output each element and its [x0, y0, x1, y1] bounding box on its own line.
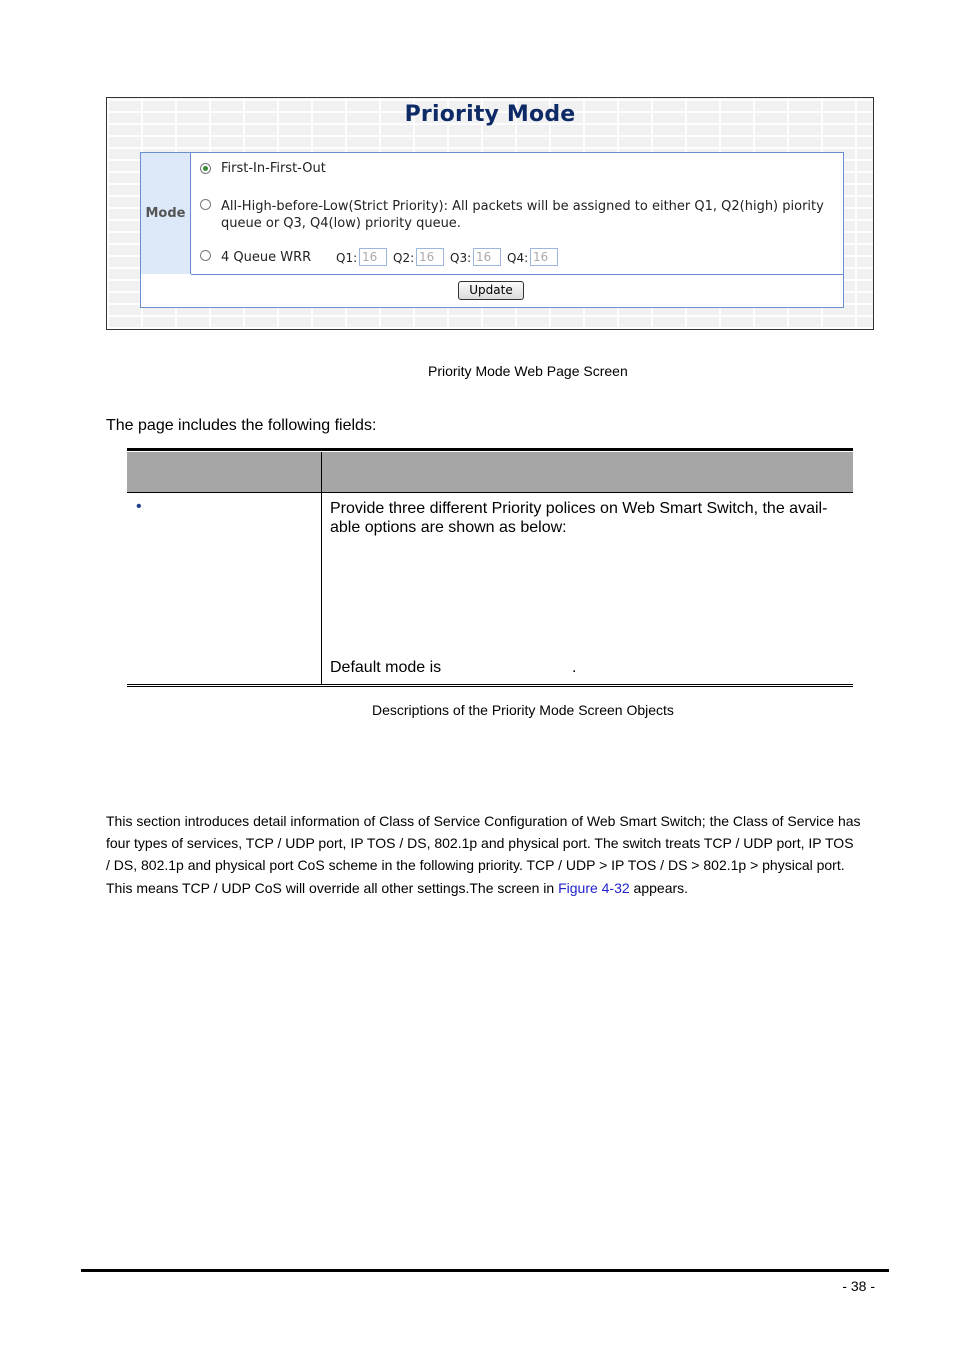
intro-text: The page includes the following fields:	[106, 417, 377, 434]
description-table	[127, 448, 853, 688]
table-header-row	[127, 452, 853, 492]
body-line-3: / DS, 802.1p and physical port CoS scheme in the following priority. TCP / UDP > IP TOS / DS > 802.1p > physical port.	[106, 857, 845, 873]
strict-priority-label-line2: queue or Q3, Q4(low) priority queue.	[221, 216, 461, 231]
description-line-2: able options are shown as below:	[330, 519, 567, 536]
default-mode-period: .	[572, 659, 577, 676]
body-line-4-end: appears.	[629, 880, 689, 896]
q3-label: Q3:	[450, 251, 472, 265]
q2-label: Q2:	[393, 251, 415, 265]
default-mode-text: Default mode is	[330, 659, 442, 676]
page-number: - 38 -	[842, 1278, 875, 1294]
update-button[interactable]: Update	[458, 281, 524, 300]
mode-label: Mode	[141, 153, 191, 274]
table-top-rule	[127, 448, 853, 451]
fifo-label: First-In-First-Out	[221, 161, 326, 176]
wrr-radio[interactable]	[200, 250, 211, 261]
priority-mode-table	[140, 152, 844, 308]
strict-priority-radio[interactable]	[200, 199, 211, 210]
description-line-1: Provide three different Priority polices on Web Smart Switch, the avail-	[330, 500, 828, 517]
q2-weight-input[interactable]: 16	[416, 248, 444, 266]
figure-caption: Priority Mode Web Page Screen	[428, 363, 628, 379]
q3-weight-input[interactable]: 16	[473, 248, 501, 266]
table-header-divider	[127, 492, 853, 493]
priority-mode-title: Priority Mode	[404, 102, 576, 127]
q1-label: Q1:	[336, 251, 358, 265]
body-line-1: This section introduces detail information of Class of Service Configuration of Web Smart Switch; the Class of Service has	[106, 813, 861, 829]
body-line-4	[106, 880, 688, 896]
table-caption: Descriptions of the Priority Mode Screen Objects	[372, 702, 674, 718]
table-bottom-rule	[127, 684, 853, 687]
fifo-radio[interactable]	[200, 163, 211, 174]
table-column-divider	[321, 452, 322, 684]
q1-weight-input[interactable]: 16	[359, 248, 387, 266]
footer-rule	[81, 1269, 889, 1272]
body-line-2: four types of services, TCP / UDP port, IP TOS / DS, 802.1p and physical port. The switch treats TCP / UDP port, IP TOS	[106, 835, 854, 851]
figure-link[interactable]: Figure 4-32	[558, 880, 630, 896]
q4-label: Q4:	[507, 251, 529, 265]
body-line-4-text: This means TCP / UDP CoS will override all other settings.The screen in	[106, 880, 559, 896]
strict-priority-label-line1: All-High-before-Low(Strict Priority): All packets will be assigned to either Q1, Q2(high) piority	[221, 199, 824, 214]
q4-weight-input[interactable]: 16	[530, 248, 558, 266]
wrr-label: 4 Queue WRR	[221, 250, 312, 265]
mode-options	[191, 153, 843, 275]
row-bullet: •	[136, 498, 142, 515]
priority-mode-screenshot	[106, 97, 874, 330]
